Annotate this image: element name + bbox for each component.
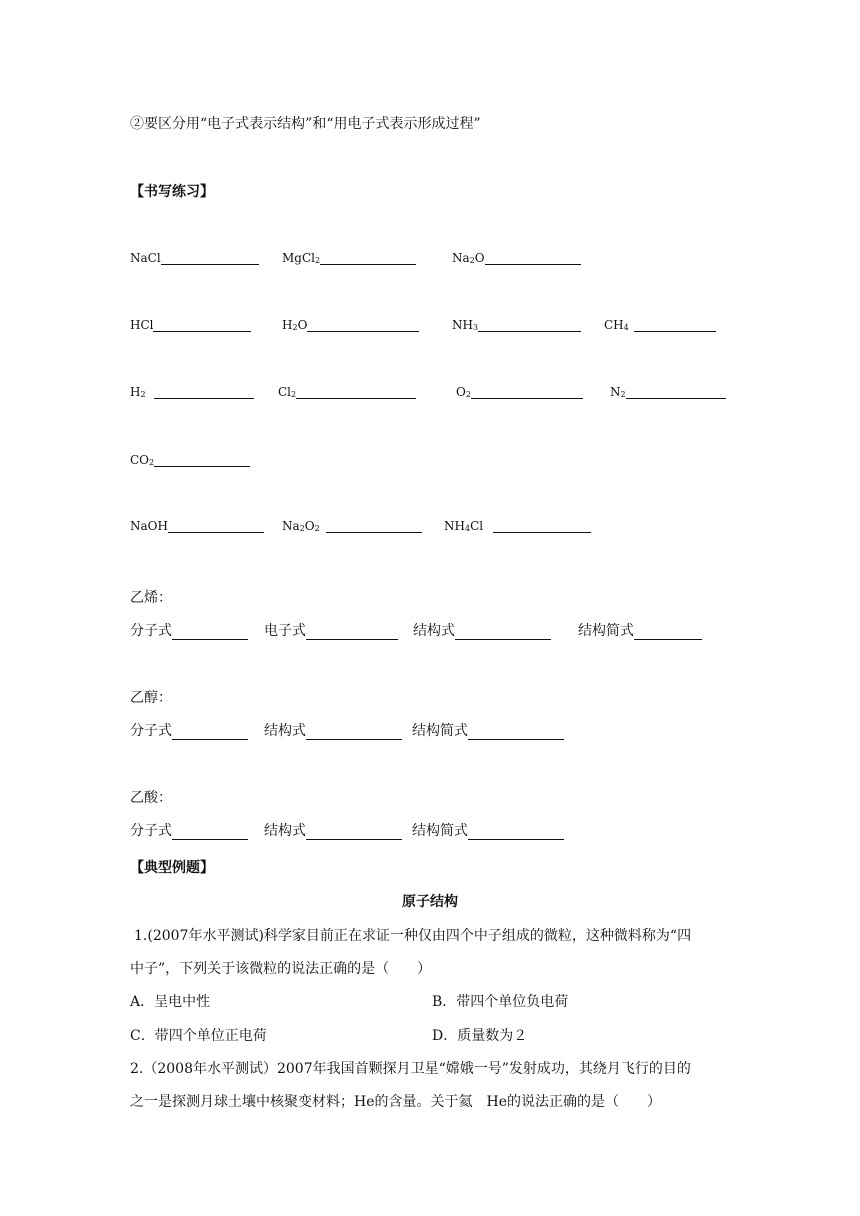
section-writing-heading: 【书写练习】: [130, 184, 214, 200]
answer-blank[interactable]: [493, 518, 591, 533]
answer-blank[interactable]: [455, 625, 551, 640]
formula-text: NaOH: [130, 519, 168, 533]
structural-formula-label: 结构式: [264, 823, 306, 839]
question-1-line-1: 1.(2007年水平测试)科学家目前正在求证一种仅由四个中子组成的微粒，这种微料称为“四: [134, 928, 692, 944]
answer-blank[interactable]: [306, 625, 398, 640]
formula-text: MgCl: [282, 251, 315, 265]
question-1-option-b: B．带四个单位负电荷: [432, 994, 569, 1010]
molecular-formula-label: 分子式: [130, 823, 172, 839]
formula-text: Na: [282, 519, 300, 533]
answer-blank[interactable]: [172, 625, 248, 640]
formula-subscript: 2: [149, 458, 155, 467]
formula-subscript: 2: [299, 524, 305, 533]
ethylene-title: 乙烯：: [130, 590, 172, 606]
question-2-line-2: 之一是探测月球土壤中核聚变材料；He的含量。关于氦 He的说法正确的是（ ）: [130, 1094, 661, 1110]
answer-blank[interactable]: [296, 384, 416, 399]
formula-tail: O: [304, 519, 315, 533]
formula-h2o: [282, 317, 419, 332]
acetic-formula-row: [130, 820, 564, 840]
ethanol-title: 乙醇：: [130, 690, 172, 706]
intro-line: ②要区分用“电子式表示结构”和“用电子式表示形成过程”: [130, 116, 481, 132]
answer-blank[interactable]: [468, 725, 564, 740]
answer-blank[interactable]: [478, 317, 581, 332]
answer-blank[interactable]: [326, 518, 422, 533]
formula-o2: [456, 384, 583, 399]
formula-tail: O: [297, 318, 308, 332]
question-1-option-a: A．呈电中性: [130, 994, 211, 1010]
answer-blank[interactable]: [154, 452, 250, 467]
answer-blank[interactable]: [172, 725, 248, 740]
formula-subscript: 2: [315, 256, 321, 265]
formula-subscript: 2: [292, 323, 298, 332]
formula-subscript: 2: [314, 524, 320, 533]
answer-blank[interactable]: [307, 317, 419, 332]
formula-subscript: 3: [472, 323, 479, 332]
acetic-title: 乙酸：: [130, 790, 172, 806]
formula-mgcl2: [282, 250, 416, 265]
formula-subscript: 2: [465, 390, 471, 399]
answer-blank[interactable]: [320, 250, 416, 265]
formula-nh3: [452, 317, 581, 332]
formula-text: H: [130, 385, 141, 399]
formula-hcl: [130, 317, 251, 332]
formula-ch4: [604, 317, 716, 332]
formula-text: Cl: [278, 385, 292, 399]
formula-text: NaCl: [130, 251, 161, 265]
formula-nacl: [130, 250, 259, 265]
structural-formula-label: 结构式: [264, 723, 306, 739]
formula-naoh: [130, 518, 264, 533]
formula-tail: Cl: [470, 519, 484, 533]
answer-blank[interactable]: [485, 250, 581, 265]
answer-blank[interactable]: [634, 317, 716, 332]
answer-blank[interactable]: [471, 384, 583, 399]
formula-subscript: 2: [140, 390, 146, 399]
formula-na2o2: [282, 518, 422, 533]
section-examples-heading: 【典型例题】: [130, 860, 214, 876]
formula-subscript: 2: [291, 390, 297, 399]
molecular-formula-label: 分子式: [130, 623, 172, 639]
formula-text: NH: [452, 318, 473, 332]
answer-blank[interactable]: [161, 250, 259, 265]
formula-n2: [610, 384, 726, 399]
answer-blank[interactable]: [153, 317, 251, 332]
formula-subscript: 4: [464, 524, 471, 533]
formula-co2: [130, 452, 250, 467]
answer-blank[interactable]: [306, 825, 402, 840]
electron-formula-label: 电子式: [264, 623, 306, 639]
formula-subscript: 2: [620, 390, 626, 399]
condensed-formula-label: 结构简式: [412, 723, 468, 739]
formula-subscript: 4: [623, 323, 629, 332]
answer-blank[interactable]: [154, 384, 254, 399]
question-2-line-1: 2.（2008年水平测试）2007年我国首颗探月卫星“嫦娥一号”发射成功，其绕月飞行的目的: [130, 1061, 691, 1077]
formula-h2: [130, 384, 254, 399]
formula-text: NH: [444, 519, 465, 533]
answer-blank[interactable]: [634, 625, 702, 640]
condensed-formula-label: 结构简式: [412, 823, 468, 839]
ethanol-formula-row: [130, 720, 564, 740]
formula-text: CO: [130, 453, 150, 467]
formula-na2o: [452, 250, 581, 265]
question-1-option-c: C．带四个单位正电荷: [130, 1028, 267, 1044]
ethylene-formula-row: [130, 620, 702, 640]
formula-tail: O: [474, 251, 485, 265]
answer-blank[interactable]: [468, 825, 564, 840]
molecular-formula-label: 分子式: [130, 723, 172, 739]
question-1-option-d: D．质量数为２: [432, 1028, 528, 1044]
formula-text: Na: [452, 251, 470, 265]
answer-blank[interactable]: [172, 825, 248, 840]
formula-text: CH: [604, 318, 624, 332]
answer-blank[interactable]: [626, 384, 726, 399]
question-1-line-2: 中子”，下列关于该微粒的说法正确的是（ ）: [130, 961, 432, 977]
formula-cl2: [278, 384, 416, 399]
formula-subscript: 2: [469, 256, 475, 265]
subheading-atomic-structure: 原子结构: [402, 894, 458, 910]
answer-blank[interactable]: [306, 725, 402, 740]
answer-blank[interactable]: [168, 518, 264, 533]
structural-formula-label: 结构式: [413, 623, 455, 639]
formula-text: HCl: [130, 318, 154, 332]
condensed-formula-label: 结构简式: [578, 623, 634, 639]
formula-text: H: [282, 318, 293, 332]
formula-text: O: [456, 385, 466, 399]
formula-text: N: [610, 385, 621, 399]
formula-nh4cl: [444, 518, 591, 533]
